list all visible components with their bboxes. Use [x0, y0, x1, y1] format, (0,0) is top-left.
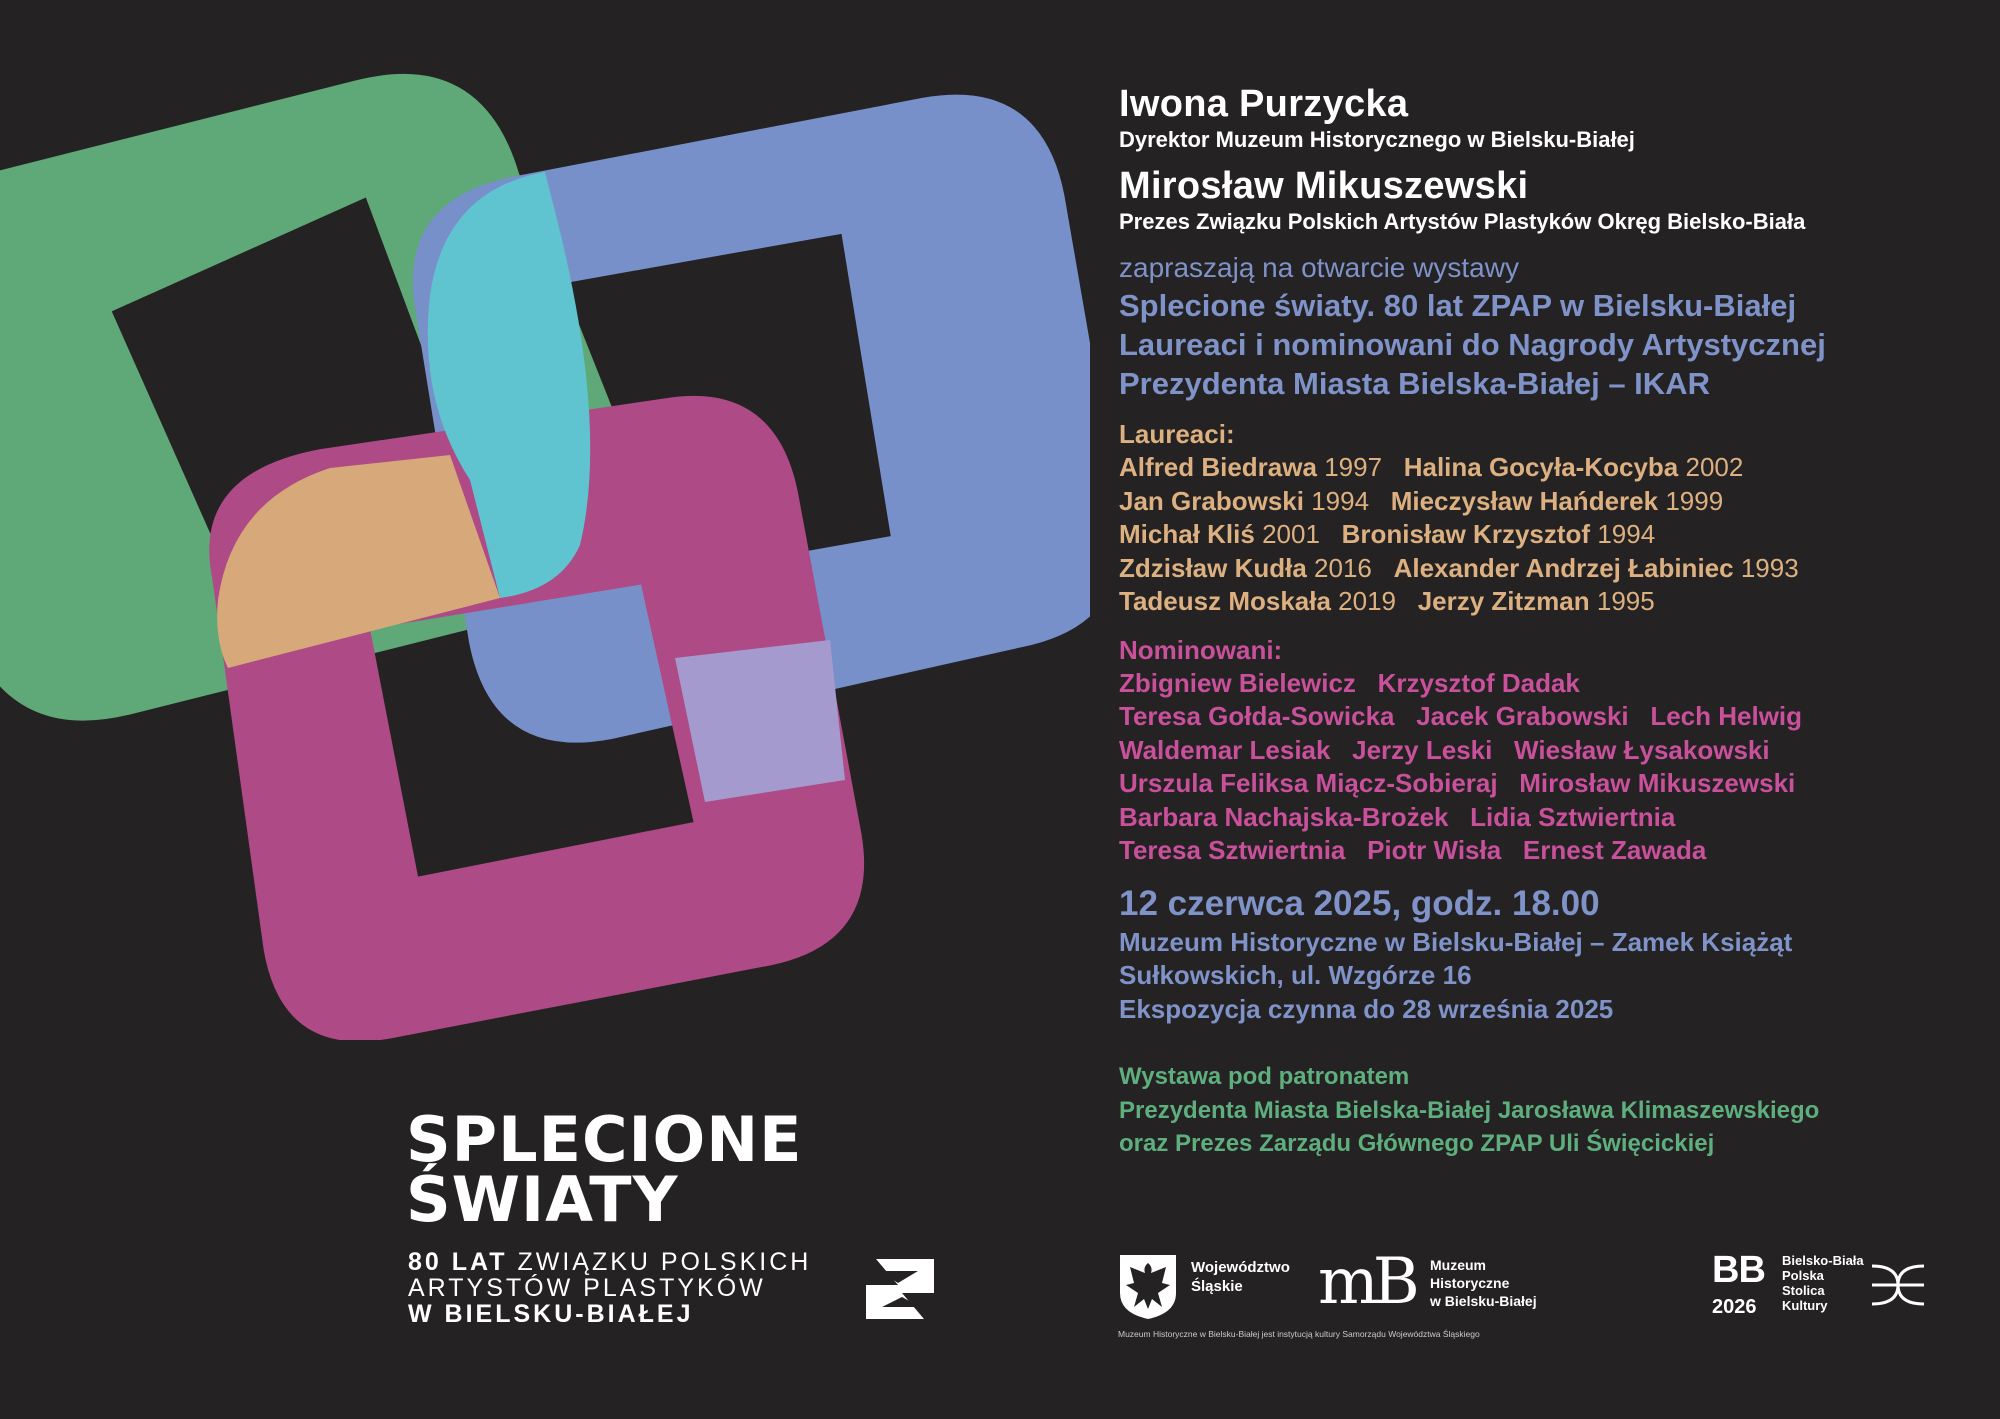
nominee-name: Lidia Sztwiertnia: [1470, 801, 1676, 832]
laureate-year: 2001: [1262, 519, 1320, 549]
logotype-line-2: ŚWIATY: [406, 1163, 679, 1236]
exhibition-title-line-2: Laureaci i nominowani do Nagrody Artystycznej: [1119, 327, 1826, 362]
laureate-year: 2002: [1685, 452, 1744, 482]
mh-line-3: w Bielsku-Białej: [1430, 1293, 1537, 1309]
exhibition-title-line-3: Prezydenta Miasta Bielska-Białej – IKAR: [1119, 366, 1710, 401]
laureates-row: [1119, 518, 1979, 552]
exhibition-title-line-1: Splecione światy. 80 lat ZPAP w Bielsku-Białej: [1119, 288, 1797, 323]
laureate-name: Michał Kliś: [1119, 519, 1255, 549]
exhibition-logotype: [406, 1103, 803, 1236]
subtitle-line-1-rest: ZWIĄZKU POLSKICH: [517, 1248, 812, 1276]
museum-logo-mark: mB: [1318, 1245, 1414, 1319]
laureate-year: 1994: [1597, 519, 1656, 549]
museum-logo-text: [1430, 1256, 1537, 1310]
venue-line-3: Ekspozycja czynna do 28 września 2025: [1119, 993, 1614, 1024]
patronage-line-3: oraz Prezes Zarządu Głównego ZPAP Uli Święcickiej: [1119, 1130, 1715, 1157]
nominee-name: Urszula Feliksa Miącz-Sobieraj: [1119, 768, 1498, 798]
bb2026-logo-year: 2026: [1712, 1296, 1757, 1318]
laureate-year: 1997: [1324, 452, 1383, 482]
nominee-name: Mirosław Mikuszewski: [1519, 768, 1796, 798]
wojewodztwo-logo-text: [1191, 1258, 1290, 1296]
invite-line: zapraszają na otwarcie wystawy: [1119, 252, 1519, 283]
nominees-row: [1119, 700, 1979, 734]
nominee-name: Waldemar Lesiak: [1119, 734, 1331, 765]
bb-line-2: Polska: [1782, 1268, 1824, 1283]
nominees-row: [1119, 734, 1979, 768]
laureate-year: 1999: [1665, 485, 1724, 516]
laureate-name: Alfred Biedrawa: [1119, 452, 1317, 482]
nominee-name: Ernest Zawada: [1522, 835, 1707, 865]
silesia-eagle-icon: [1118, 1253, 1178, 1321]
nominees-list: [1119, 667, 1979, 868]
exhibition-subtitle: [408, 1249, 811, 1327]
bb-line-3: Stolica: [1782, 1283, 1825, 1298]
bb2026-logo-mark: BB: [1712, 1249, 1765, 1291]
nominee-name: Zbigniew Bielewicz: [1119, 667, 1356, 698]
nominee-name: Piotr Wisła: [1367, 835, 1502, 865]
event-date: 12 czerwca 2025, godz. 18.00: [1119, 883, 1600, 923]
nominee-name: Wiesław Łysakowski: [1514, 734, 1770, 765]
laureate-name: Mieczysław Hańderek: [1390, 485, 1659, 516]
nominee-name: Jacek Grabowski: [1416, 701, 1629, 731]
woj-line-1: Województwo: [1191, 1259, 1290, 1276]
laureate-name: Bronisław Krzysztof: [1341, 519, 1591, 549]
subtitle-line-3: W BIELSKU-BIAŁEJ: [408, 1300, 694, 1328]
nominees-row: [1119, 834, 1979, 868]
bb2026-knot-icon: [1870, 1258, 1926, 1312]
subtitle-years: 80 LAT: [408, 1248, 508, 1276]
zpap-logo-icon: [858, 1253, 942, 1325]
interlocking-frames-artwork: [0, 0, 1090, 1040]
laureates-list: [1119, 451, 1979, 619]
laureates-row: [1119, 451, 1979, 485]
patronage-line-2: Prezydenta Miasta Bielska-Białej Jarosława Klimaszewskiego: [1119, 1096, 1820, 1124]
nominee-name: Barbara Nachajska-Brożek: [1119, 801, 1449, 832]
nominee-name: Lech Helwig: [1650, 701, 1803, 731]
nominees-label: Nominowani:: [1119, 634, 1283, 665]
host-role-1: Dyrektor Muzeum Historycznego w Bielsku-Białej: [1119, 127, 1635, 152]
laureate-name: Jerzy Zitzman: [1417, 586, 1590, 616]
logotype-line-1: SPLECIONE: [406, 1103, 803, 1176]
institution-note: Muzeum Historyczne w Bielsku-Białej jest instytucją kultury Samorządu Województwa Śląskiego: [1118, 1329, 1480, 1339]
nominee-name: Jerzy Leski: [1352, 734, 1493, 765]
laureates-row: [1119, 485, 1979, 519]
nominee-name: Teresa Gołda-Sowicka: [1119, 701, 1395, 731]
nominees-row: [1119, 667, 1979, 701]
venue-line-1: Muzeum Historyczne w Bielsku-Białej – Zamek Książąt: [1119, 926, 1793, 957]
host-role-2: Prezes Związku Polskich Artystów Plastyków Okręg Bielsko-Biała: [1119, 209, 1806, 234]
woj-line-2: Śląskie: [1191, 1278, 1243, 1295]
mh-line-2: Historyczne: [1430, 1275, 1510, 1291]
bb2026-logo-text: [1782, 1253, 1864, 1313]
nominee-name: Krzysztof Dadak: [1377, 667, 1580, 698]
invitation-text-column: [1119, 82, 1979, 1161]
laureate-year: 1993: [1740, 552, 1799, 583]
laureates-row: [1119, 585, 1979, 619]
laureate-name: Alexander Andrzej Łabiniec: [1393, 552, 1734, 583]
nominee-name: Teresa Sztwiertnia: [1119, 835, 1346, 865]
bb-line-4: Kultury: [1782, 1298, 1828, 1313]
host-name-1: Iwona Purzycka: [1119, 83, 1409, 125]
subtitle-line-2: ARTYSTÓW PLASTYKÓW: [408, 1274, 766, 1302]
laureate-year: 1994: [1311, 485, 1370, 516]
laureate-name: Halina Gocyła-Kocyba: [1403, 452, 1679, 482]
bb-line-1: Bielsko-Biała: [1782, 1253, 1864, 1268]
laureates-row: [1119, 552, 1979, 586]
patronage-line-1: Wystawa pod patronatem: [1119, 1063, 1410, 1090]
nominees-row: [1119, 767, 1979, 801]
laureate-year: 1995: [1596, 586, 1655, 616]
host-name-2: Mirosław Mikuszewski: [1119, 165, 1529, 207]
laureate-name: Jan Grabowski: [1119, 485, 1304, 516]
venue-line-2: Sułkowskich, ul. Wzgórze 16: [1119, 960, 1472, 990]
blue-pink-overlap: [675, 640, 845, 802]
laureate-name: Tadeusz Moskała: [1119, 586, 1331, 616]
laureate-name: Zdzisław Kudła: [1119, 552, 1307, 583]
patronage-block: [1119, 1060, 1979, 1161]
laureate-year: 2019: [1338, 586, 1397, 616]
laureate-year: 2016: [1314, 552, 1372, 583]
mh-line-1: Muzeum: [1430, 1257, 1486, 1273]
laureates-label: Laureaci:: [1119, 419, 1235, 449]
nominees-row: [1119, 801, 1979, 835]
